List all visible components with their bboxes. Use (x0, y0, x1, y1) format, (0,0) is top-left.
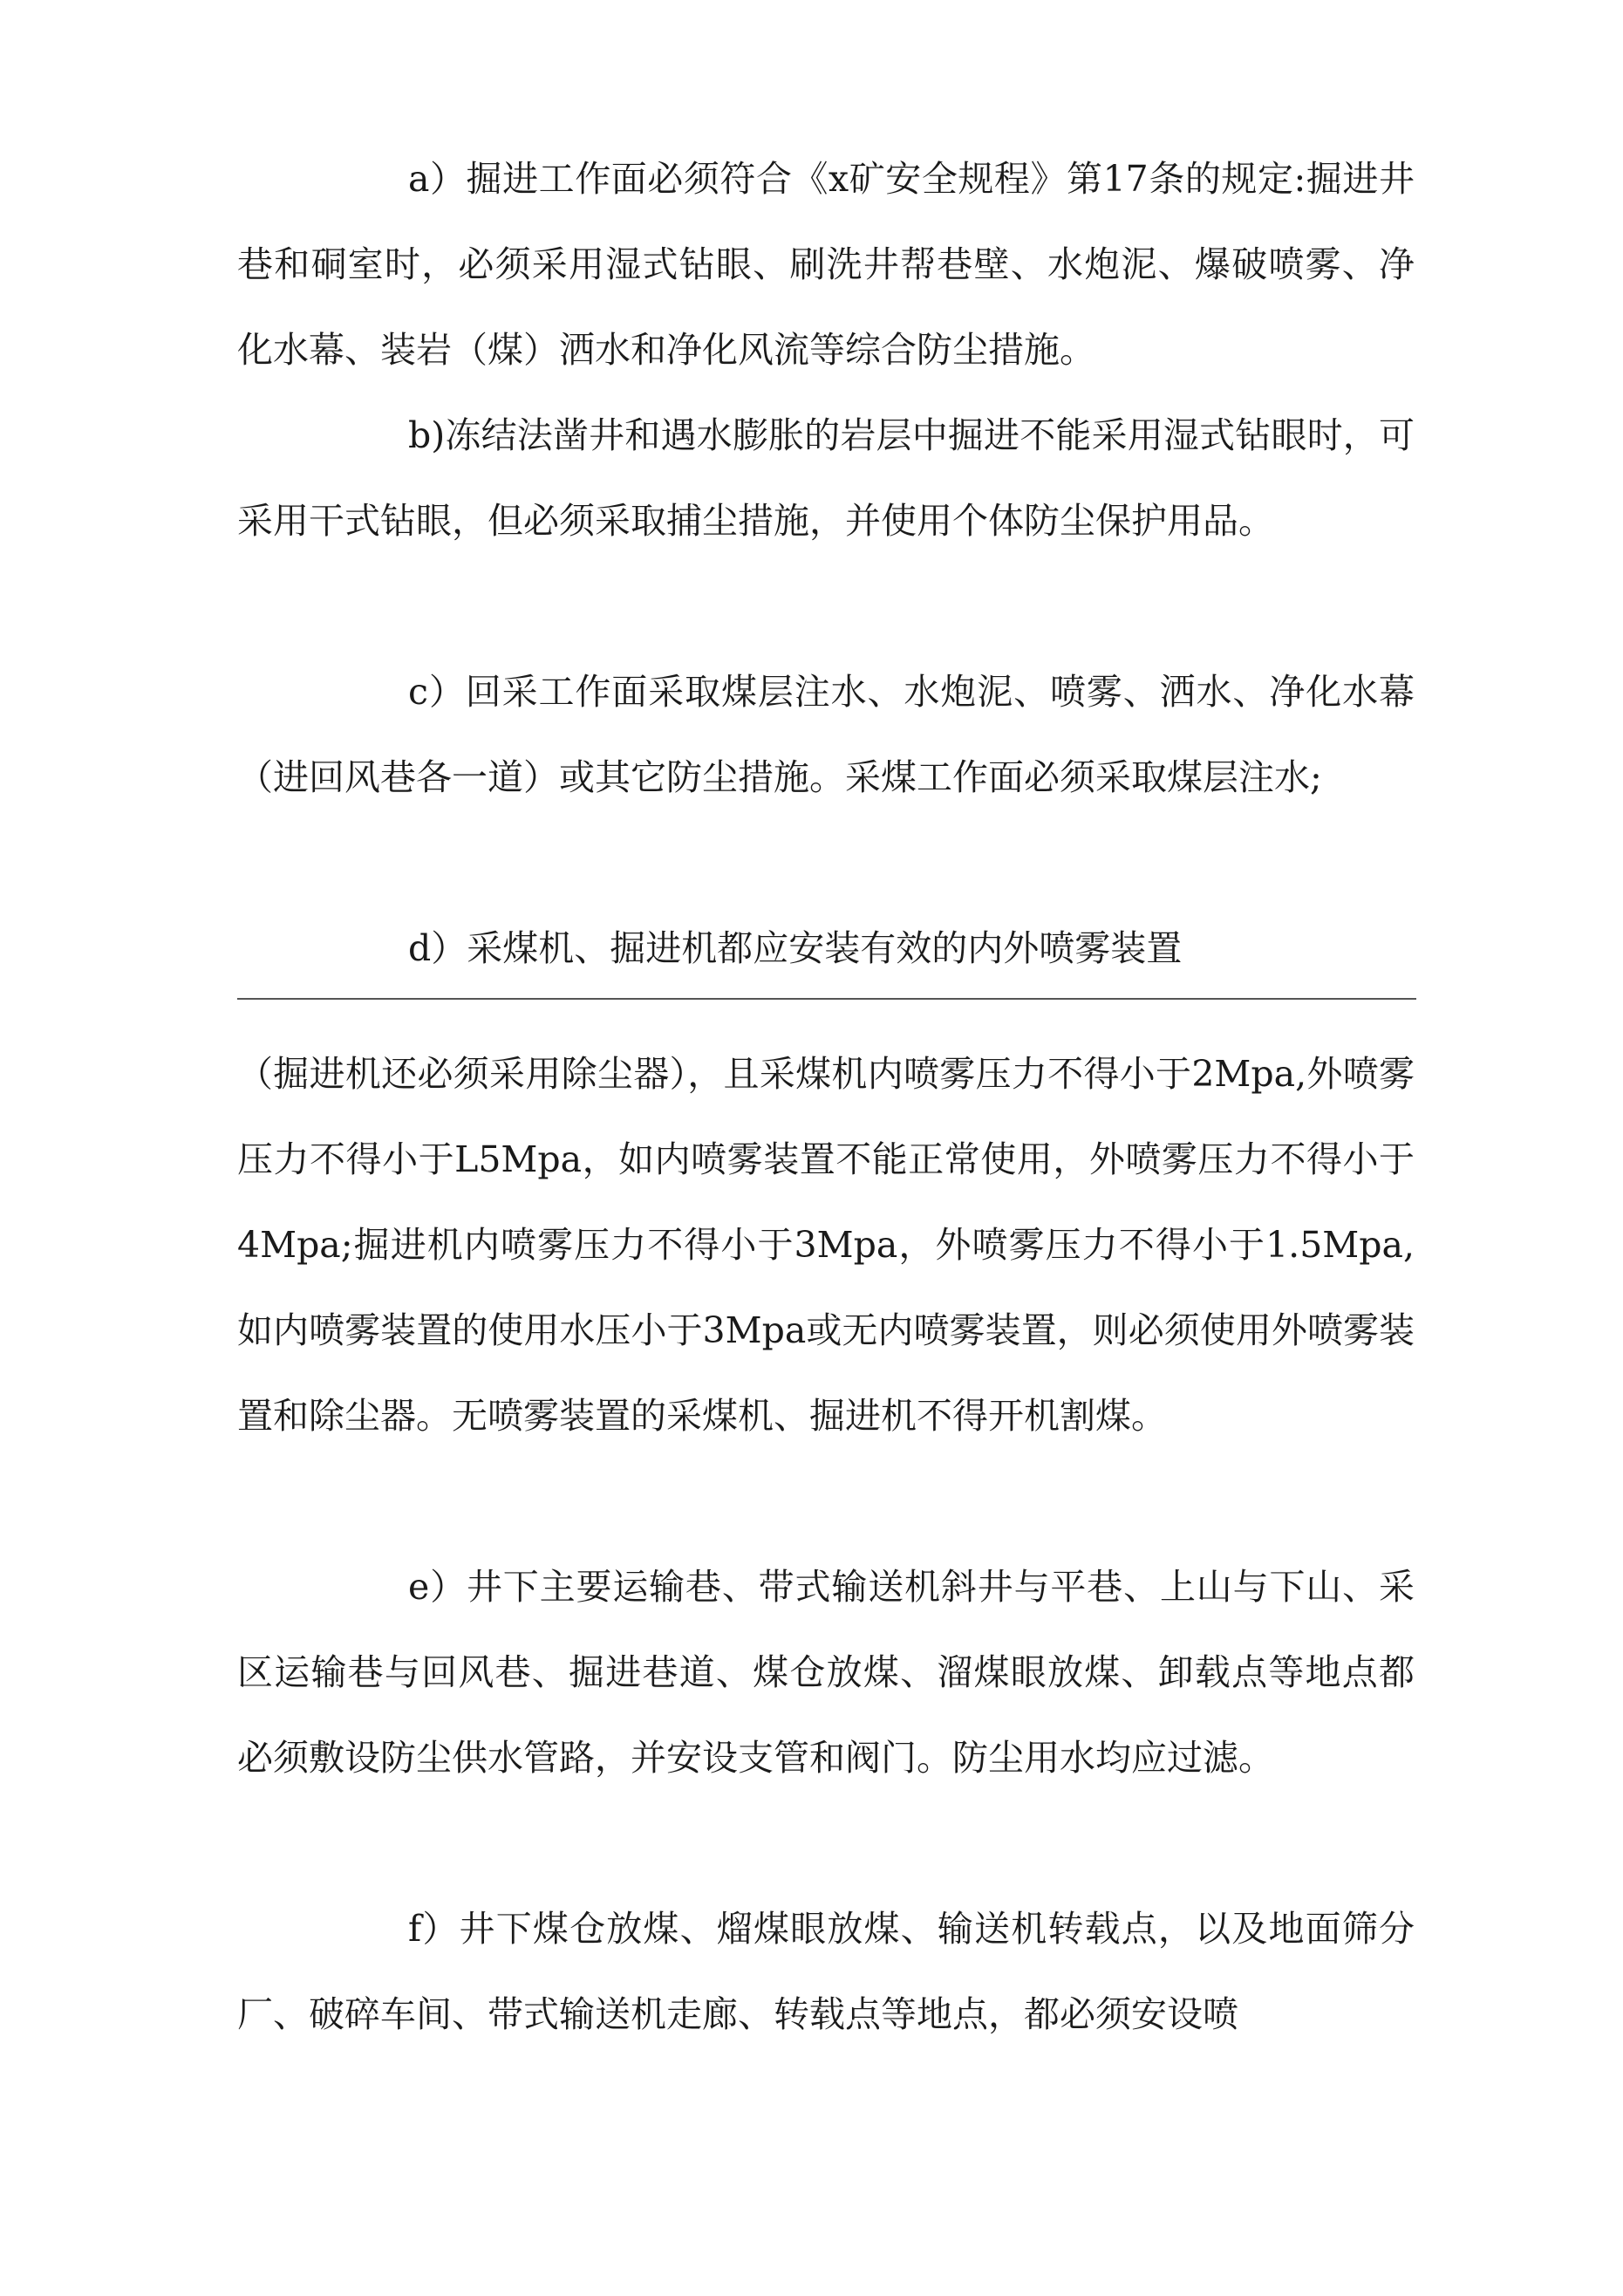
paragraph-c-mining-face: c）回采工作面采取煤层注水、水炮泥、喷雾、洒水、净化水幕（进回风巷各一道）或其它防尘措施。采煤工作面必须采取煤层注水; (237, 671, 1415, 798)
paragraph-e-water-pipes: e）井下主要运输巷、带式输送机斜井与平巷、上山与下山、采区运输巷与回风巷、掘进巷道、煤仓放煤、溜煤眼放煤、卸载点等地点都必须敷设防尘供水管路，并安设支管和阀门。防尘用水均应过滤。 (237, 1566, 1415, 1779)
paragraph-a-excavation-face: a）掘进工作面必须符合《x矿安全规程》第17条的规定:掘进井巷和硐室时，必须采用湿式钻眼、刷洗井帮巷壁、水炮泥、爆破喷雾、净化水幕、装岩（煤）洒水和净化风流等综合防尘措施。 (237, 158, 1415, 371)
page-divider (237, 998, 1416, 1000)
paragraph-d-continued: （掘进机还必须采用除尘器），且采煤机内喷雾压力不得小于2Mpa,外喷雾压力不得小于L5Mpa，如内喷雾装置不能正常使用，外喷雾压力不得小于4Mpa;掘进机内喷雾压力不得小于3Mpa，外喷雾压力不得小于1.5Mpa,如内喷雾装置的使用水压小于3Mpa或无内喷雾装置，则必须使用外喷雾装置和除尘器。无喷雾装置的采煤机、掘进机不得开机割煤。 (237, 1053, 1415, 1437)
paragraph-d-spray-devices: d）采煤机、掘进机都应安装有效的内外喷雾装置 (408, 927, 1183, 969)
paragraph-f-coal-bunker: f）井下煤仓放煤、熘煤眼放煤、输送机转载点，以及地面筛分厂、破碎车间、带式输送机走廊、转载点等地点，都必须安设喷 (237, 1908, 1415, 2035)
paragraph-b-freezing-method: b)冻结法凿井和遇水膨胀的岩层中掘进不能采用湿式钻眼时，可采用干式钻眼，但必须采取捕尘措施，并使用个体防尘保护用品。 (237, 414, 1415, 542)
